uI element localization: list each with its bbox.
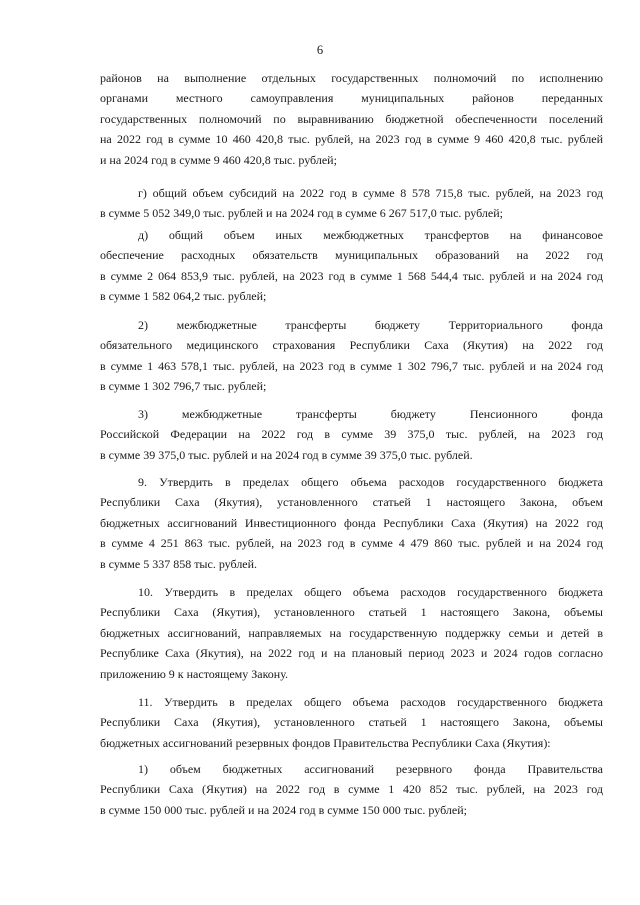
text-line: д) общий объем иных межбюджетных трансфертов на финансовое bbox=[138, 228, 603, 242]
paragraph-reserve-fund bbox=[100, 759, 603, 820]
text-line: в сумме 150 000 тыс. рублей и на 2024 год в сумме 150 000 тыс. рублей; bbox=[100, 802, 467, 817]
text-line: обязательного медицинского страхования Республики Саха (Якутия) на 2022 год bbox=[100, 338, 603, 353]
text-line: и на 2024 год в сумме 9 460 420,8 тыс. рублей; bbox=[100, 152, 337, 167]
paragraph-item-10 bbox=[100, 582, 603, 684]
text-line: в сумме 5 052 349,0 тыс. рублей и на 2024 год в сумме 6 267 517,0 тыс. рублей; bbox=[100, 206, 503, 221]
text-line: в сумме 1 463 578,1 тыс. рублей, на 2023 год в сумме 1 302 796,7 тыс. рублей и на 2024 год bbox=[100, 358, 603, 373]
text-line: государственных полномочий по выравниванию бюджетной обеспеченности поселений bbox=[100, 111, 603, 126]
text-line: Республики Саха (Якутия) на 2022 год в сумме 1 420 852 тыс. рублей, на 2023 год bbox=[100, 782, 603, 797]
text-line: 1) объем бюджетных ассигнований резервного фонда Правительства bbox=[138, 762, 603, 776]
paragraph-pension-fund bbox=[100, 404, 603, 465]
text-line: Российской Федерации на 2022 год в сумме 39 375,0 тыс. рублей, на 2023 год bbox=[100, 427, 603, 442]
paragraph-item-9 bbox=[100, 472, 603, 574]
text-line: 10. Утвердить в пределах общего объема расходов государственного бюджета bbox=[138, 585, 603, 599]
text-line: в сумме 39 375,0 тыс. рублей и на 2024 год в сумме 39 375,0 тыс. рублей. bbox=[100, 447, 473, 462]
text-line: в сумме 1 582 064,2 тыс. рублей; bbox=[100, 289, 267, 304]
text-line: на 2022 год в сумме 10 460 420,8 тыс. рублей, на 2023 год в сумме 9 460 420,8 тыс. рублей bbox=[100, 132, 603, 147]
page-number: 6 bbox=[316, 43, 324, 57]
text-line: 11. Утвердить в пределах общего объема расходов государственного бюджета bbox=[138, 695, 603, 709]
paragraph-continuation bbox=[100, 68, 603, 170]
text-line: в сумме 1 302 796,7 тыс. рублей; bbox=[100, 379, 267, 394]
text-line: обеспечение расходных обязательств муниципальных образований на 2022 год bbox=[100, 248, 603, 263]
text-line: 9. Утвердить в пределах общего объема расходов государственного бюджета bbox=[138, 475, 603, 489]
text-line: бюджетных ассигнований резервных фондов Правительства Республики Саха (Якутия): bbox=[100, 735, 551, 750]
text-line: в сумме 2 064 853,9 тыс. рублей, на 2023 год в сумме 1 568 544,4 тыс. рублей и на 2024 год bbox=[100, 268, 603, 283]
text-line: органами местного самоуправления муниципальных районов переданных bbox=[100, 91, 603, 106]
text-line: г) общий объем субсидий на 2022 год в сумме 8 578 715,8 тыс. рублей, на 2023 год bbox=[138, 186, 603, 200]
text-line: в сумме 4 251 863 тыс. рублей, на 2023 год в сумме 4 479 860 тыс. рублей и на 2024 год bbox=[100, 536, 603, 551]
text-line: бюджетных ассигнований, направляемых на государственную поддержку семьи и детей в bbox=[100, 625, 603, 640]
text-line: Республики Саха (Якутия), установленного статьей 1 настоящего Закона, объемы bbox=[100, 715, 603, 730]
text-line: Республики Саха (Якутия), установленного статьей 1 настоящего Закона, объем bbox=[100, 495, 603, 510]
paragraph-item-11 bbox=[100, 692, 603, 753]
text-line: 2) межбюджетные трансферты бюджету Территориального фонда bbox=[138, 318, 603, 332]
text-line: бюджетных ассигнований Инвестиционного фонда Республики Саха (Якутия) на 2022 год bbox=[100, 515, 603, 530]
paragraph-medical-insurance-fund bbox=[100, 315, 603, 397]
text-line: в сумме 5 337 858 тыс. рублей. bbox=[100, 556, 258, 571]
text-line: Республике Саха (Якутия), на 2022 год и на плановый период 2023 и 2024 годов согласно bbox=[100, 646, 603, 661]
text-line: приложению 9 к настоящему Закону. bbox=[100, 666, 289, 681]
text-line: районов на выполнение отдельных государственных полномочий по исполнению bbox=[100, 71, 603, 85]
text-line: 3) межбюджетные трансферты бюджету Пенсионного фонда bbox=[138, 407, 603, 421]
paragraph-other-transfers bbox=[100, 225, 603, 307]
text-line: Республики Саха (Якутия), установленного статьей 1 настоящего Закона, объемы bbox=[100, 605, 603, 620]
paragraph-subsidies bbox=[100, 183, 603, 224]
